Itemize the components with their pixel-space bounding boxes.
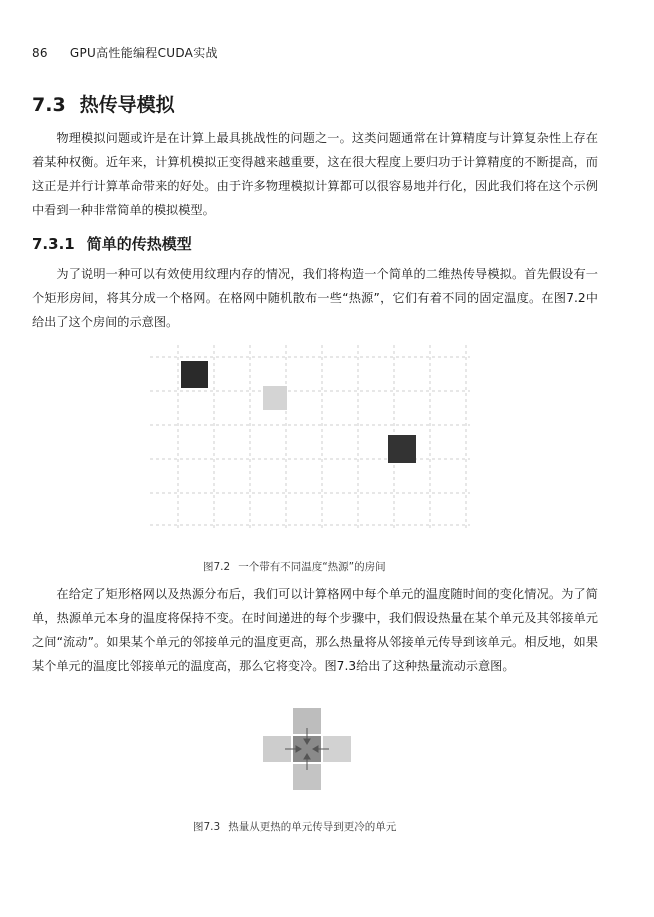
book-title: GPU高性能编程CUDA实战 [69,46,218,60]
subsection-heading [32,233,192,254]
figure-caption: 热量从更热的单元传导到更冷的单元 [228,821,397,833]
paragraph-heat-model: 为了说明一种可以有效使用纹理内存的情况，我们将构造一个简单的二维热传导模拟。首先假设有一个矩形房间，将其分成一个格网。在格网中随机散布一些“热源”，它们有着不同的固定温度。在图7.2中给出了这个房间的示意图。 [32,267,598,329]
heat-flow-figure [258,704,358,794]
figure-7-3-caption [193,819,396,834]
section-heading [32,90,175,117]
figure-caption: 一个带有不同温度“热源”的房间 [238,561,386,573]
room-grid-figure [150,335,480,535]
heat-source-dark [181,361,208,388]
section-title: 热传导模拟 [79,94,175,116]
section-number: 7.3 [32,94,66,116]
page-header [32,44,218,61]
heat-source-light [263,386,287,410]
subsection-title: 简单的传热模型 [86,235,192,253]
subsection-number: 7.3.1 [32,235,75,253]
figure-label: 图7.2 [203,561,231,573]
page-number: 86 [32,46,48,60]
paragraph-intro: 物理模拟问题或许是在计算上最具挑战性的问题之一。这类问题通常在计算精度与计算复杂性上存在着某种权衡。近年来，计算机模拟正变得越来越重要，这在很大程度上要归功于计算精度的不断提高，而这正是并行计算革命带来的好处。由于许多物理模拟计算都可以很容易地并行化，因此我们将在这个示例中看到一种非常简单的模拟模型。 [32,131,598,217]
paragraph-heat-flow: 在给定了矩形格网以及热源分布后，我们可以计算格网中每个单元的温度随时间的变化情况。为了简单，热源单元本身的温度将保持不变。在时间递进的每个步骤中，我们假设热量在某个单元及其邻接单元之间“流动”。如果某个单元的邻接单元的温度更高，那么热量将从邻接单元传导到该单元。相反地，如果某个单元的温度比邻接单元的温度高，那么它将变冷。图7.3给出了这种热量流动示意图。 [32,587,598,673]
figure-label: 图7.3 [193,821,221,833]
figure-7-2-caption [203,559,386,574]
heat-source-dark [388,435,416,463]
